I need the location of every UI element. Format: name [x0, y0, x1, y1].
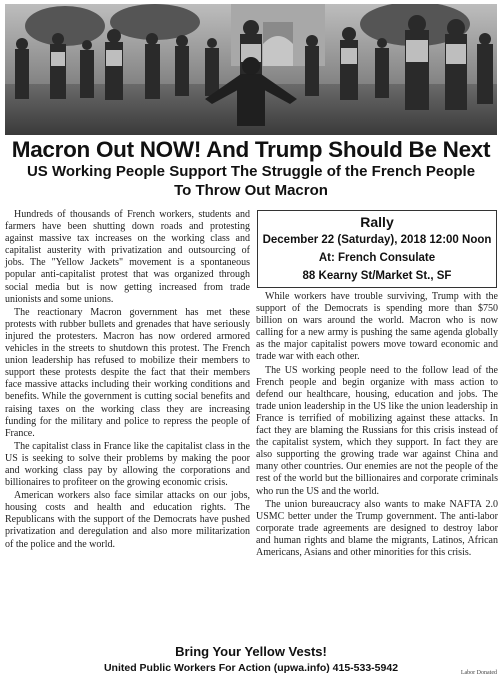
protest-photo-illustration [5, 4, 497, 135]
rally-box [257, 210, 497, 288]
left-paragraph-3: The capitalist class in France like the capitalist class in the US is seeking to solve their problems by making the poor and working class pay by allowing the corporations and billionaires to profiteer on the growing economic crisis. [5, 440, 250, 489]
right-column [256, 291, 498, 560]
left-paragraph-4: American workers also face similar attacks on our jobs, housing costs and health and education rights. The Republicans with the support of the Democrats have pushed privatization and deregulation and also more militarization of the police and the world. [5, 490, 250, 550]
subheadline-line-2: To Throw Out Macron [174, 182, 328, 199]
rally-date: December 22 (Saturday), 2018 12:00 Noon [262, 234, 492, 246]
closing-call: Bring Your Yellow Vests! [175, 644, 327, 659]
rally-location: At: French Consulate [318, 252, 436, 264]
footer-contact: United Public Workers For Action (upwa.info) 415-533-5942 [103, 662, 399, 674]
right-paragraph-3: The union bureaucracy also wants to make NAFTA 2.0 USMC better under the Trump government. The anti-labor corporate trade agreements are designed to destroy labor and human rights and blame the migrants, Latinos, African Americans, Asians and other minorities for this crisis. [256, 498, 498, 558]
rally-title: Rally [360, 214, 394, 230]
rally-address: 88 Kearny St/Market St., SF [302, 270, 452, 282]
right-paragraph-1: While workers have trouble surviving, Trump with the support of the Democrats is spending more than $750 billion on wars around the world. Macron who is now calling for a new army is pushing the same agenda globally as the major capitalist powers move toward economic and trade war with each other. [256, 291, 498, 363]
labor-donated-credit: Labor Donated [460, 670, 497, 676]
subheadline [0, 162, 502, 200]
left-column [5, 209, 250, 552]
left-paragraph-2: The reactionary Macron government has met these protests with rubber bullets and grenades that have seriously injured the protesters. Macron has now ordered armored vehicles in the streets to shutdown this protest. The French union leadership has refused to mobilize their members to support these protests despite the fact that their members face massive attacks including their working conditions and benefits. While the government is cutting social benefits and raising taxes on the working class they are increasing funding for the military and police to repress the people of France. [5, 306, 250, 439]
left-paragraph-1: Hundreds of thousands of French workers, students and farmers have been shutting down roads and protesting against massive tax increases on the working class and capitalist austerity with privatization and outsourcing of jobs. The "Yellow Jackets" movement is a spontaneous popular anti-capitalist protest that was organized through social media but is now getting increased from trade unionists and some unions. [5, 209, 250, 305]
protest-photo [5, 4, 497, 135]
right-paragraph-2: The US working people need to the follow lead of the French people and begin organize with mass action to defend our healthcare, housing, education and jobs. The trade union leadership in the US like the union leadership in France is terrified of mobilizing against these attacks. In fact they are blaming the Russians for this crisis instead of the capitalist system, which they support. In fact they are also supporting the growing trade war against China and many other countries. Our enemies are not the people of the rest of the world but the billionaires and corporate criminals who run the US and the world. [256, 364, 498, 497]
subheadline-line-1: US Working People Support The Struggle of the French People [26, 163, 476, 180]
headline: Macron Out NOW! And Trump Should Be Next [11, 137, 491, 162]
